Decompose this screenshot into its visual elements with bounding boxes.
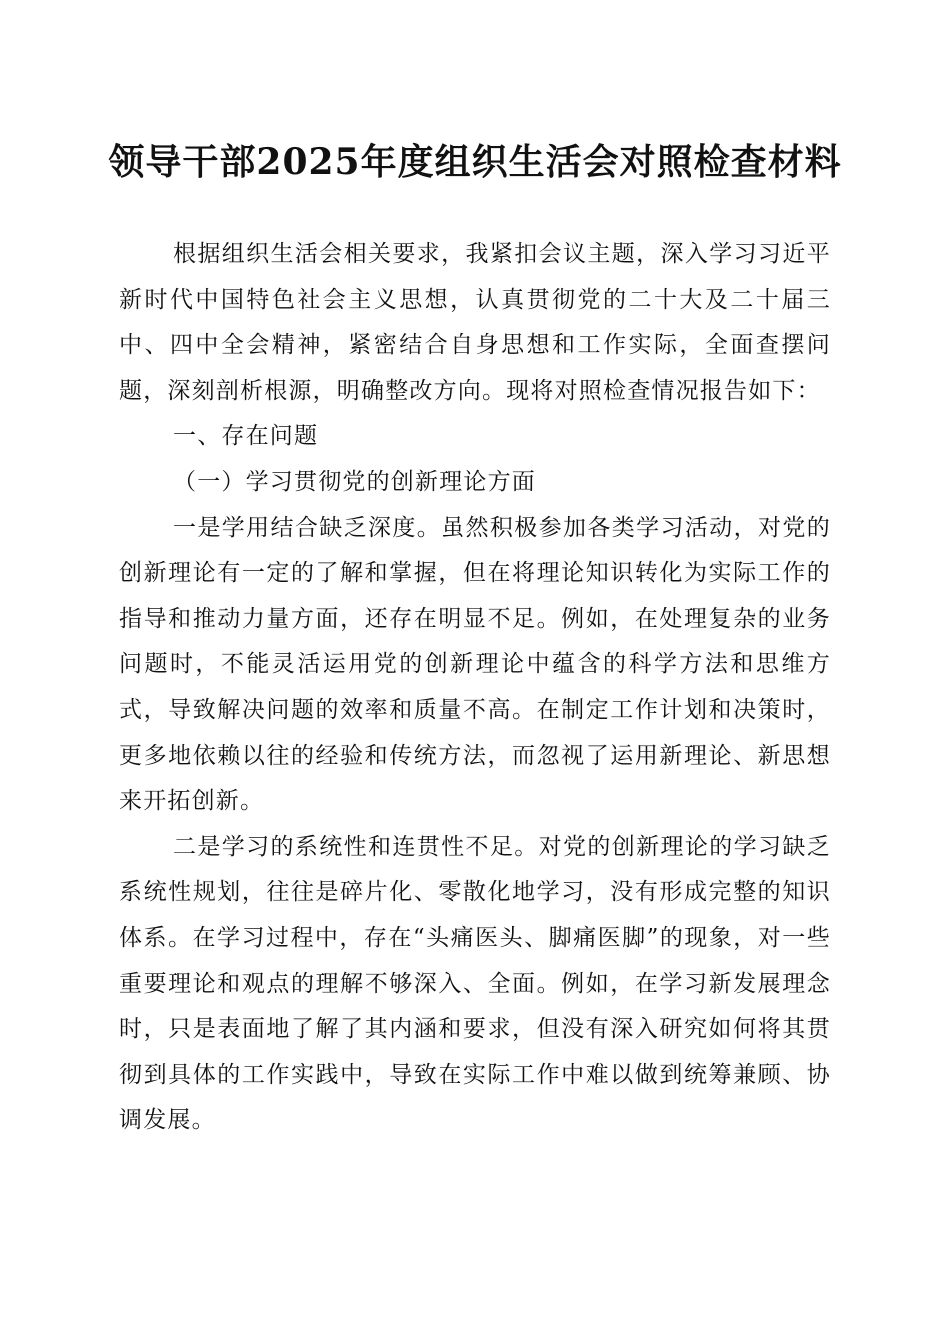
document-title: 领导干部2025年度组织生活会对照检查材料 — [108, 141, 842, 183]
point-2-paragraph — [119, 825, 831, 1144]
subsection-heading-theory-study: （一）学习贯彻党的创新理论方面 — [173, 468, 536, 495]
point-1-text: 虽然积极参加各类学习活动，对党的创新理论有一定的了解和掌握，但在将理论知识转化为实际工作的指导和推动力量方面，还存在明显不足。例如，在处理复杂的业务问题时，不能灵活运用党的创新理论中蕴含的科学方法和思维方式，导致解决问题的效率和质量不高。在制定工作计划和决策时，更多地依赖以往的经验和传统方法，而忽视了运用新理论、新思想来开拓创新。 — [119, 514, 832, 815]
point-2-text: 对党的创新理论的学习缺乏系统性规划，往往是碎片化、零散化地学习，没有形成完整的知识体系。在学习过程中，存在“头痛医头、脚痛医脚”的现象，对一些重要理论和观点的理解不够深入、全面。例如，在学习新发展理念时，只是表面地了解了其内涵和要求，但没有深入研究如何将其贯彻到具体的工作实践中，导致在实际工作中难以做到统筹兼顾、协调发展。 — [119, 833, 831, 1134]
point-1-paragraph — [119, 506, 831, 825]
point-1-lead: 一是学用结合缺乏深度。 — [173, 514, 442, 541]
section-heading-problems: 一、存在问题 — [173, 423, 319, 450]
point-2-lead: 二是学习的系统性和连贯性不足。 — [173, 833, 539, 860]
intro-paragraph: 根据组织生活会相关要求，我紧扣会议主题，深入学习习近平新时代中国特色社会主义思想，认真贯彻党的二十大及二十届三中、四中全会精神，紧密结合自身思想和工作实际，全面查摆问题，深刻剖析根源，明确整改方向。现将对照检查情况报告如下： — [119, 241, 831, 404]
document-body — [119, 232, 831, 1144]
